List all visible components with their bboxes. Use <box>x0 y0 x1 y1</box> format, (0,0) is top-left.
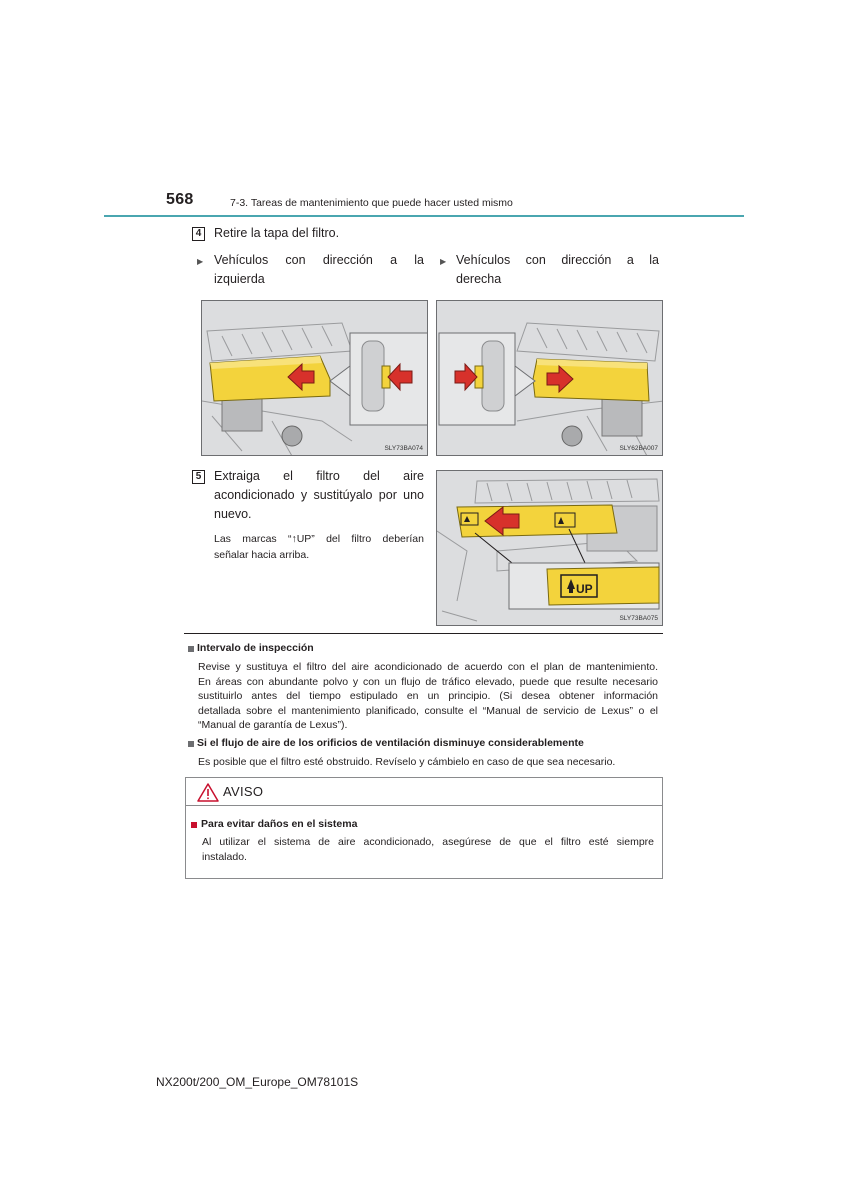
up-mark-note-line2: señalar hacia arriba. <box>214 549 310 561</box>
aviso-header <box>186 778 662 806</box>
figure-right-drive <box>436 300 663 456</box>
right-drive-line2: derecha <box>456 272 502 286</box>
figure-code: SLY62BA007 <box>619 445 658 452</box>
step-5-line3: nuevo. <box>214 507 252 521</box>
aviso-box <box>185 777 663 879</box>
page-number: 568 <box>166 191 194 208</box>
left-drive-illustration <box>202 301 428 456</box>
step-4-text: Retire la tapa del filtro. <box>214 226 340 240</box>
aviso-line-2: instalado. <box>202 851 247 863</box>
up-mark-note-line1: Las marcas “↑UP” del filtro deberían <box>214 533 424 545</box>
bullet-triangle-icon: ▶ <box>440 257 447 266</box>
header-rule <box>104 215 744 217</box>
right-drive-illustration <box>437 301 663 456</box>
airflow-heading: Si el flujo de aire de los orificios de ventilación disminuye considerablemente <box>197 737 584 749</box>
left-drive-line1: Vehículos con dirección a la <box>214 253 424 267</box>
inspection-line-5: “Manual de garantía de Lexus”). <box>198 719 348 731</box>
bullet-triangle-icon: ▶ <box>197 257 204 266</box>
section-divider <box>184 633 663 634</box>
airflow-text: Es posible que el filtro esté obstruido. Revíselo y cámbielo en caso de que sea necesario. <box>198 756 616 768</box>
aviso-heading: Para evitar daños en el sistema <box>201 818 358 830</box>
right-drive-line1: Vehículos con dirección a la <box>456 253 659 267</box>
inspection-line-1: Revise y sustituya el filtro del aire acondicionado de acuerdo con el plan de mantenimiento. <box>198 661 658 673</box>
inspection-line-3: sustituirlo antes del tiempo estipulado en un principio. (Si desea obtener información <box>198 690 658 702</box>
figure-code: SLY73BA075 <box>619 615 658 622</box>
inspection-heading: Intervalo de inspección <box>197 642 314 654</box>
aviso-label: AVISO <box>223 784 264 799</box>
warning-icon <box>197 783 219 802</box>
step-4-badge: 4 <box>192 227 205 241</box>
step-5-line2: acondicionado y sustitúyalo por uno <box>214 488 424 502</box>
left-drive-line2: izquierda <box>214 272 265 286</box>
footer-document-id: NX200t/200_OM_Europe_OM78101S <box>156 1075 359 1089</box>
step-5-badge: 5 <box>192 470 205 484</box>
figure-filter-extraction <box>436 470 663 626</box>
square-bullet-icon <box>188 646 194 652</box>
figure-code: SLY73BA074 <box>384 445 423 452</box>
filter-illustration <box>437 471 663 626</box>
aviso-line-1: Al utilizar el sistema de aire acondicionado, asegúrese de que el filtro esté siempre <box>202 836 654 848</box>
section-title: 7-3. Tareas de mantenimiento que puede hacer usted mismo <box>230 197 513 209</box>
figure-left-drive <box>201 300 428 456</box>
inspection-line-2: En áreas con abundante polvo y con un flujo de tráfico elevado, puede que resulte necesario <box>198 675 658 688</box>
inspection-line-4: detallada sobre el mantenimiento planificado, consulte el “Manual de servicio de Lexus” o el <box>198 704 658 717</box>
square-bullet-icon <box>191 822 197 828</box>
square-bullet-icon <box>188 741 194 747</box>
step-5-line1: Extraiga el filtro del aire <box>214 469 424 483</box>
up-mark-label: UP <box>576 582 593 596</box>
